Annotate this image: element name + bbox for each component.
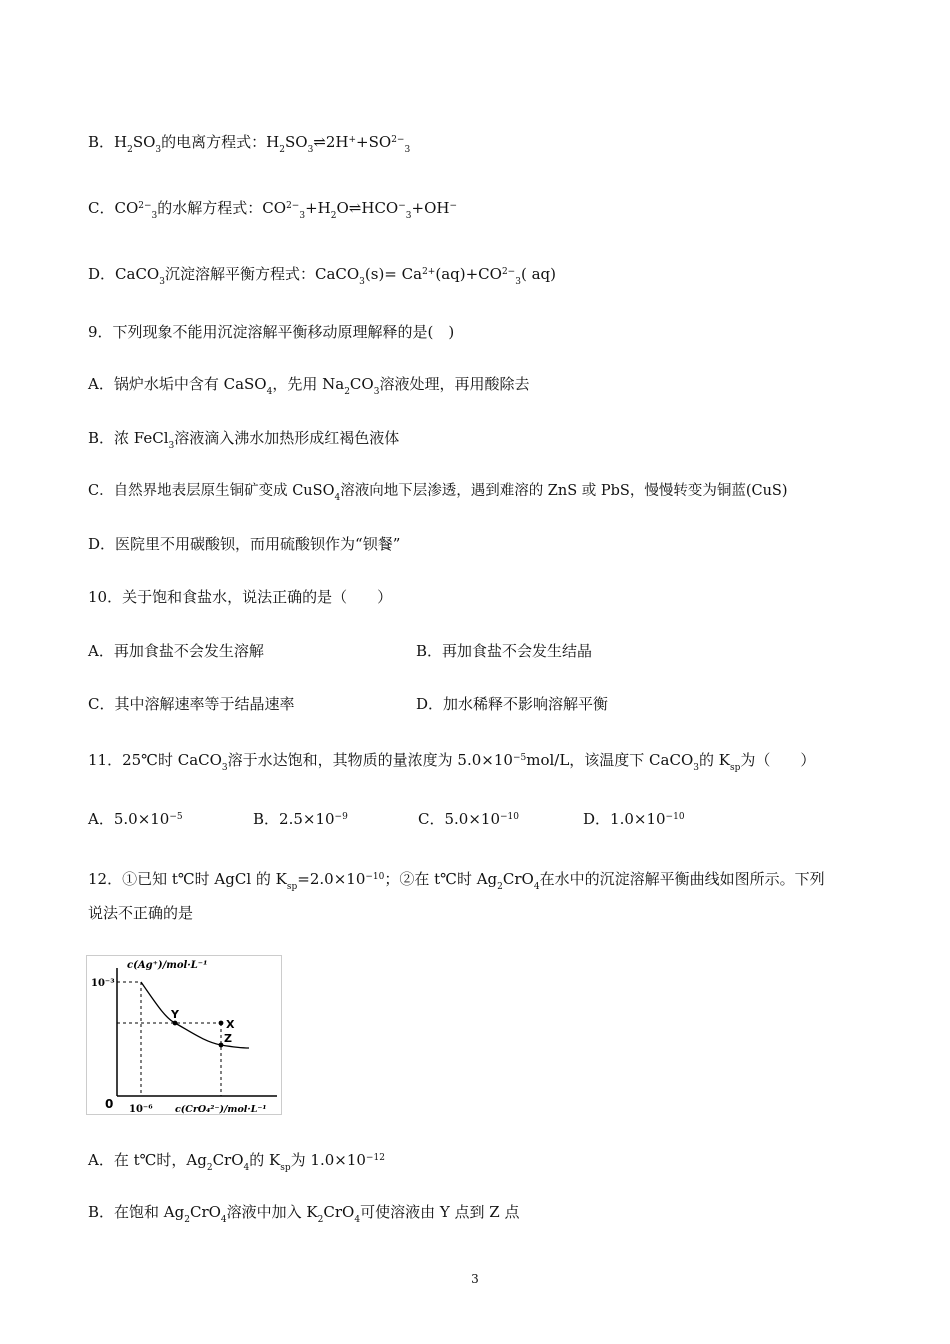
q9-option-a: A．锅炉水垢中含有 CaSO$_4$，先用 $Na_2CO_3$溶液处理，再用酸除去 (88, 375, 530, 397)
point-x-marker (219, 1021, 224, 1026)
q10-option-a: A．再加食盐不会发生溶解 (88, 642, 264, 660)
y-axis-label: c(Ag⁺)/mol·L⁻¹ (127, 960, 208, 971)
x-axis-label: c(CrO₄²⁻)/mol·L⁻¹ (175, 1104, 267, 1114)
solubility-curve-svg (87, 956, 281, 1114)
q12-stem-line2: 说法不正确的是 (88, 904, 194, 922)
q8-option-d: D．CaCO$_3$沉淀溶解平衡方程式：CaCO$_3$(s)= $Ca^{2+}(aq)+CO^{2-}_3$( aq) (88, 265, 556, 287)
point-y-marker (173, 1021, 178, 1026)
q9-option-c: C．自然界地表层原生铜矿变成 CuSO$_4$溶液向地下层渗透，遇到难溶的 ZnS 或 PbS，慢慢转变为铜蓝(CuS) (88, 483, 788, 503)
q10-row-cd (88, 694, 868, 714)
point-z-marker (219, 1043, 224, 1048)
q8-option-b: B．$H_2SO_3$的电离方程式：$H_2SO_3\rightleftharpoons 2H^++SO^{2-}_3$ (88, 133, 411, 155)
origin-label: 0 (105, 1097, 114, 1111)
q10-option-b: B．再加食盐不会发生结晶 (416, 642, 593, 660)
q12-option-b: B．在饱和 $Ag_2CrO_4$溶液中加入 $K_2CrO_4$可使溶液由 Y 点到 Z 点 (88, 1203, 520, 1225)
q11-option-b: B．$2.5\times 10^{-9}$ (253, 810, 348, 828)
q9-option-b: B．浓 FeCl$_3$溶液滴入沸水加热形成红褐色液体 (88, 429, 400, 451)
q11-options (88, 807, 868, 829)
q10-stem: 10．关于饱和食盐水，说法正确的是（ ） (88, 588, 393, 606)
q12-option-a: A．在 t℃时，$Ag_2CrO_4$的 $K_{sp}$为 $1.0\times 10^{-12}$ (88, 1151, 385, 1173)
point-y-label: Y (171, 1008, 179, 1021)
q11-option-a: A．$5.0\times 10^{-5}$ (88, 810, 183, 828)
x-tick-label: 10⁻⁶ (129, 1104, 153, 1114)
q11-option-d: D．$1.0\times 10^{-10}$ (583, 810, 685, 828)
q11-option-c: C．$5.0\times 10^{-10}$ (418, 810, 519, 828)
q9-option-d: D．医院里不用碳酸钡，而用硫酸钡作为“钡餐” (88, 535, 401, 553)
solubility-curve-figure (86, 955, 282, 1115)
q10-option-d: D．加水稀释不影响溶解平衡 (416, 695, 609, 713)
q12-stem: 12．①已知 t℃时 AgCl 的 $K_{sp}=2.0\times 10^{-10}$；②在 t℃时 $Ag_2CrO_4$在水中的沉淀溶解平衡曲线如图所示。下列 (88, 870, 825, 892)
q10-row-ab (88, 641, 868, 661)
q11-stem: 11．25℃时 CaCO$_3$溶于水达饱和，其物质的量浓度为 $5.0\times 10^{-5}mol/L$，该温度下 CaCO$_3$的 $K_{sp}$为（ ） (88, 751, 816, 773)
y-tick-label: 10⁻³ (91, 978, 115, 989)
equilibrium-curve (141, 982, 249, 1048)
point-z-label: Z (224, 1032, 232, 1045)
q8-option-c: C．$CO^{2-}_3$的水解方程式：$CO^{2-}_3+H_2O\rightleftharpoons HCO^-_3+OH^-$ (88, 199, 457, 221)
page-number: 3 (471, 1272, 479, 1286)
q9-stem: 9．下列现象不能用沉淀溶解平衡移动原理解释的是( ) (88, 323, 455, 341)
q10-option-c: C．其中溶解速率等于结晶速率 (88, 695, 295, 713)
point-x-label: X (226, 1018, 235, 1031)
